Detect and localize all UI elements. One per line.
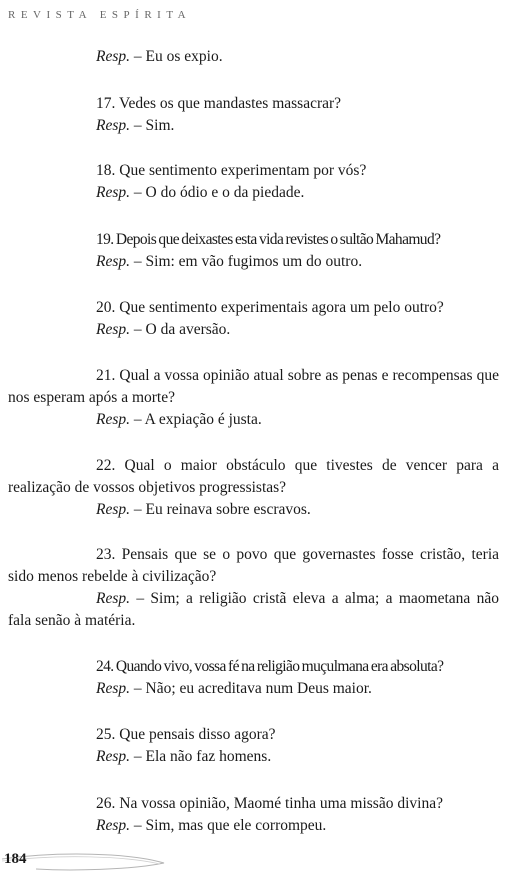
resp-label: Resp.: [96, 748, 131, 765]
qa-item-18: [8, 160, 499, 204]
answer-text: – Sim; a religião cristã eleva a alma; a maometana não fala senão à matéria.: [8, 590, 499, 629]
answer: [8, 251, 499, 273]
qa-item-22: [8, 455, 499, 521]
resp-label: Resp.: [96, 321, 131, 338]
answer-text: – Ela não faz homens.: [130, 748, 272, 765]
qa-item-26: [8, 793, 499, 837]
question: 18. Que sentimento experimentam por vós?: [96, 162, 367, 179]
answer: [8, 678, 499, 700]
answer-text: – O da aversão.: [130, 321, 231, 338]
answer-text: – A expiação é justa.: [130, 411, 262, 428]
qa-item-19: [8, 229, 499, 273]
answer-text: – Eu os expio.: [130, 48, 223, 65]
answer: [8, 815, 499, 837]
resp-label: Resp.: [96, 48, 131, 65]
resp-label: Resp.: [96, 117, 131, 134]
answer: [8, 746, 499, 768]
resp-label: Resp.: [96, 501, 131, 518]
question: 21. Qual a vossa opinião atual sobre as penas e recompensas que nos esperam após a morte?: [8, 367, 499, 406]
answer-text: – O do ódio e o da piedade.: [130, 184, 305, 201]
page-number: 184: [4, 851, 27, 867]
answer: [8, 319, 499, 341]
answer: [8, 46, 499, 68]
resp-label: Resp.: [96, 253, 131, 270]
qa-item-16: [8, 46, 499, 68]
qa-item-20: [8, 297, 499, 341]
answer: [8, 499, 499, 521]
question: 23. Pensais que se o povo que governastes fosse cristão, teria sido menos rebelde à civilização?: [8, 546, 499, 585]
qa-item-25: [8, 724, 499, 768]
question: 20. Que sentimento experimentais agora um pelo outro?: [96, 299, 444, 316]
answer-text: – Eu reinava sobre escravos.: [130, 501, 311, 518]
answer: [8, 115, 499, 137]
resp-label: Resp.: [96, 817, 131, 834]
running-header: REVISTA ESPÍRITA: [8, 9, 192, 21]
resp-label: Resp.: [96, 590, 131, 607]
resp-label: Resp.: [96, 680, 131, 697]
qa-item-24: [8, 656, 499, 700]
qa-item-21: [8, 365, 499, 431]
answer: [8, 409, 499, 431]
question: 19. Depois que deixastes esta vida revistes o sultão Mahamud?: [96, 231, 441, 248]
answer-text: – Sim, mas que ele corrompeu.: [130, 817, 327, 834]
resp-label: Resp.: [96, 184, 131, 201]
answer-text: – Sim.: [130, 117, 175, 134]
answer: [8, 182, 499, 204]
answer: [8, 588, 499, 632]
question: 25. Que pensais disso agora?: [96, 726, 276, 743]
question: 24. Quando vivo, vossa fé na religião muçulmana era absoluta?: [96, 658, 444, 675]
answer-text: – Sim: em vão fugimos um do outro.: [130, 253, 363, 270]
answer-text: – Não; eu acreditava num Deus maior.: [130, 680, 372, 697]
question: 17. Vedes os que mandastes massacrar?: [96, 95, 342, 112]
resp-label: Resp.: [96, 411, 131, 428]
qa-item-23: [8, 544, 499, 632]
question: 22. Qual o maior obstáculo que tivestes de vencer para a realização de vossos objetivos progressistas?: [8, 457, 499, 496]
qa-item-17: [8, 93, 499, 137]
question: 26. Na vossa opinião, Maomé tinha uma missão divina?: [96, 795, 443, 812]
